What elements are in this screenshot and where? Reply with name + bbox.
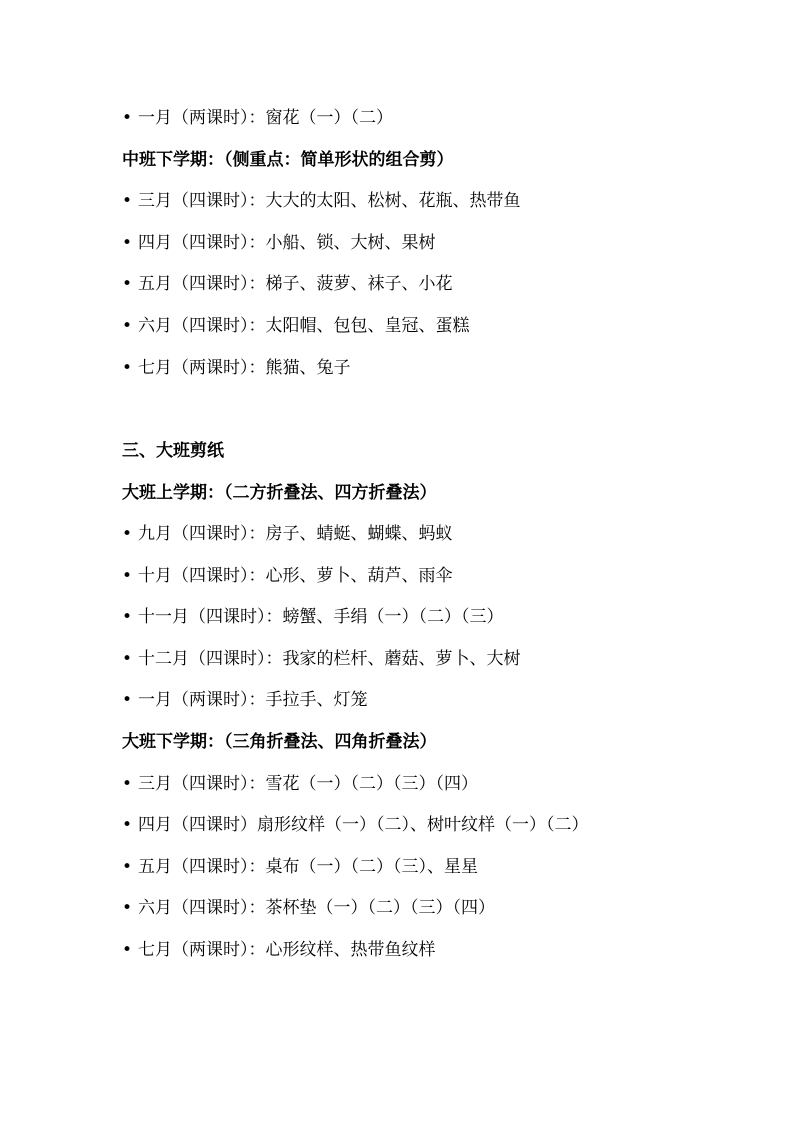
bullet: • xyxy=(122,524,133,544)
bullet: • xyxy=(122,233,133,253)
list-item-text: 十月（四课时）：心形、萝卜、葫芦、雨伞 xyxy=(138,566,453,586)
list-item xyxy=(122,647,521,671)
bullet: • xyxy=(122,857,133,877)
list-item-text: 四月（四课时）：小船、锁、大树、果树 xyxy=(138,233,436,253)
list-item-text: 三月（四课时）：大大的太阳、松树、花瓶、热带鱼 xyxy=(138,191,521,211)
list-item-text: 七月（两课时）：心形纹样、热带鱼纹样 xyxy=(138,940,436,960)
list-item-text: 九月（四课时）：房子、蜻蜓、蝴蝶、蚂蚁 xyxy=(138,524,453,544)
list-item-text: 六月（四课时）：太阳帽、包包、皇冠、蛋糕 xyxy=(138,316,470,336)
list-item-text: 五月（四课时）：桌布（一）（二）（三）、星星 xyxy=(138,857,478,877)
section-subheading xyxy=(122,148,454,172)
list-item xyxy=(122,106,393,130)
list-item-text: 四月（四课时）扇形纹样（一）（二）、树叶纹样（一）（二） xyxy=(138,815,589,835)
heading-text: 大班下学期：（三角折叠法、四角折叠法） xyxy=(122,732,437,752)
section-heading xyxy=(122,439,224,463)
list-item xyxy=(122,356,351,380)
list-item xyxy=(122,813,589,837)
bullet: • xyxy=(122,274,133,294)
list-item xyxy=(122,688,368,712)
list-item-text: 一月（两课时）：窗花（一）（二） xyxy=(138,108,393,128)
bullet: • xyxy=(122,649,133,669)
list-item xyxy=(122,938,436,962)
bullet: • xyxy=(122,316,133,336)
list-item-text: 五月（四课时）：梯子、菠萝、袜子、小花 xyxy=(138,274,453,294)
list-item-text: 三月（四课时）：雪花（一）（二）（三）（四） xyxy=(138,774,478,794)
list-item xyxy=(122,231,436,255)
list-item xyxy=(122,896,495,920)
list-item-text: 七月（两课时）：熊猫、兔子 xyxy=(138,358,351,378)
list-item xyxy=(122,564,453,588)
bullet: • xyxy=(122,898,133,918)
bullet: • xyxy=(122,108,133,128)
heading-text: 三、大班剪纸 xyxy=(122,441,224,461)
list-item xyxy=(122,189,521,213)
bullet: • xyxy=(122,815,133,835)
list-item-text: 十一月（四课时）：螃蟹、手绢（一）（二）（三） xyxy=(138,607,504,627)
list-item-text: 十二月（四课时）：我家的栏杆、蘑菇、萝卜、大树 xyxy=(138,649,521,669)
section-subheading xyxy=(122,481,437,505)
bullet: • xyxy=(122,690,133,710)
bullet: • xyxy=(122,358,133,378)
bullet: • xyxy=(122,566,133,586)
list-item-text: 六月（四课时）：茶杯垫（一）（二）（三）（四） xyxy=(138,898,495,918)
list-item xyxy=(122,605,504,629)
list-item xyxy=(122,855,478,879)
list-item xyxy=(122,522,453,546)
heading-text: 大班上学期：（二方折叠法、四方折叠法） xyxy=(122,483,437,503)
section-subheading xyxy=(122,730,437,754)
list-item xyxy=(122,314,470,338)
bullet: • xyxy=(122,940,133,960)
list-item-text: 一月（两课时）：手拉手、灯笼 xyxy=(138,690,368,710)
bullet: • xyxy=(122,191,133,211)
bullet: • xyxy=(122,774,133,794)
list-item xyxy=(122,272,453,296)
bullet: • xyxy=(122,607,133,627)
heading-text: 中班下学期：（侧重点：简单形状的组合剪） xyxy=(122,150,454,170)
list-item xyxy=(122,772,478,796)
